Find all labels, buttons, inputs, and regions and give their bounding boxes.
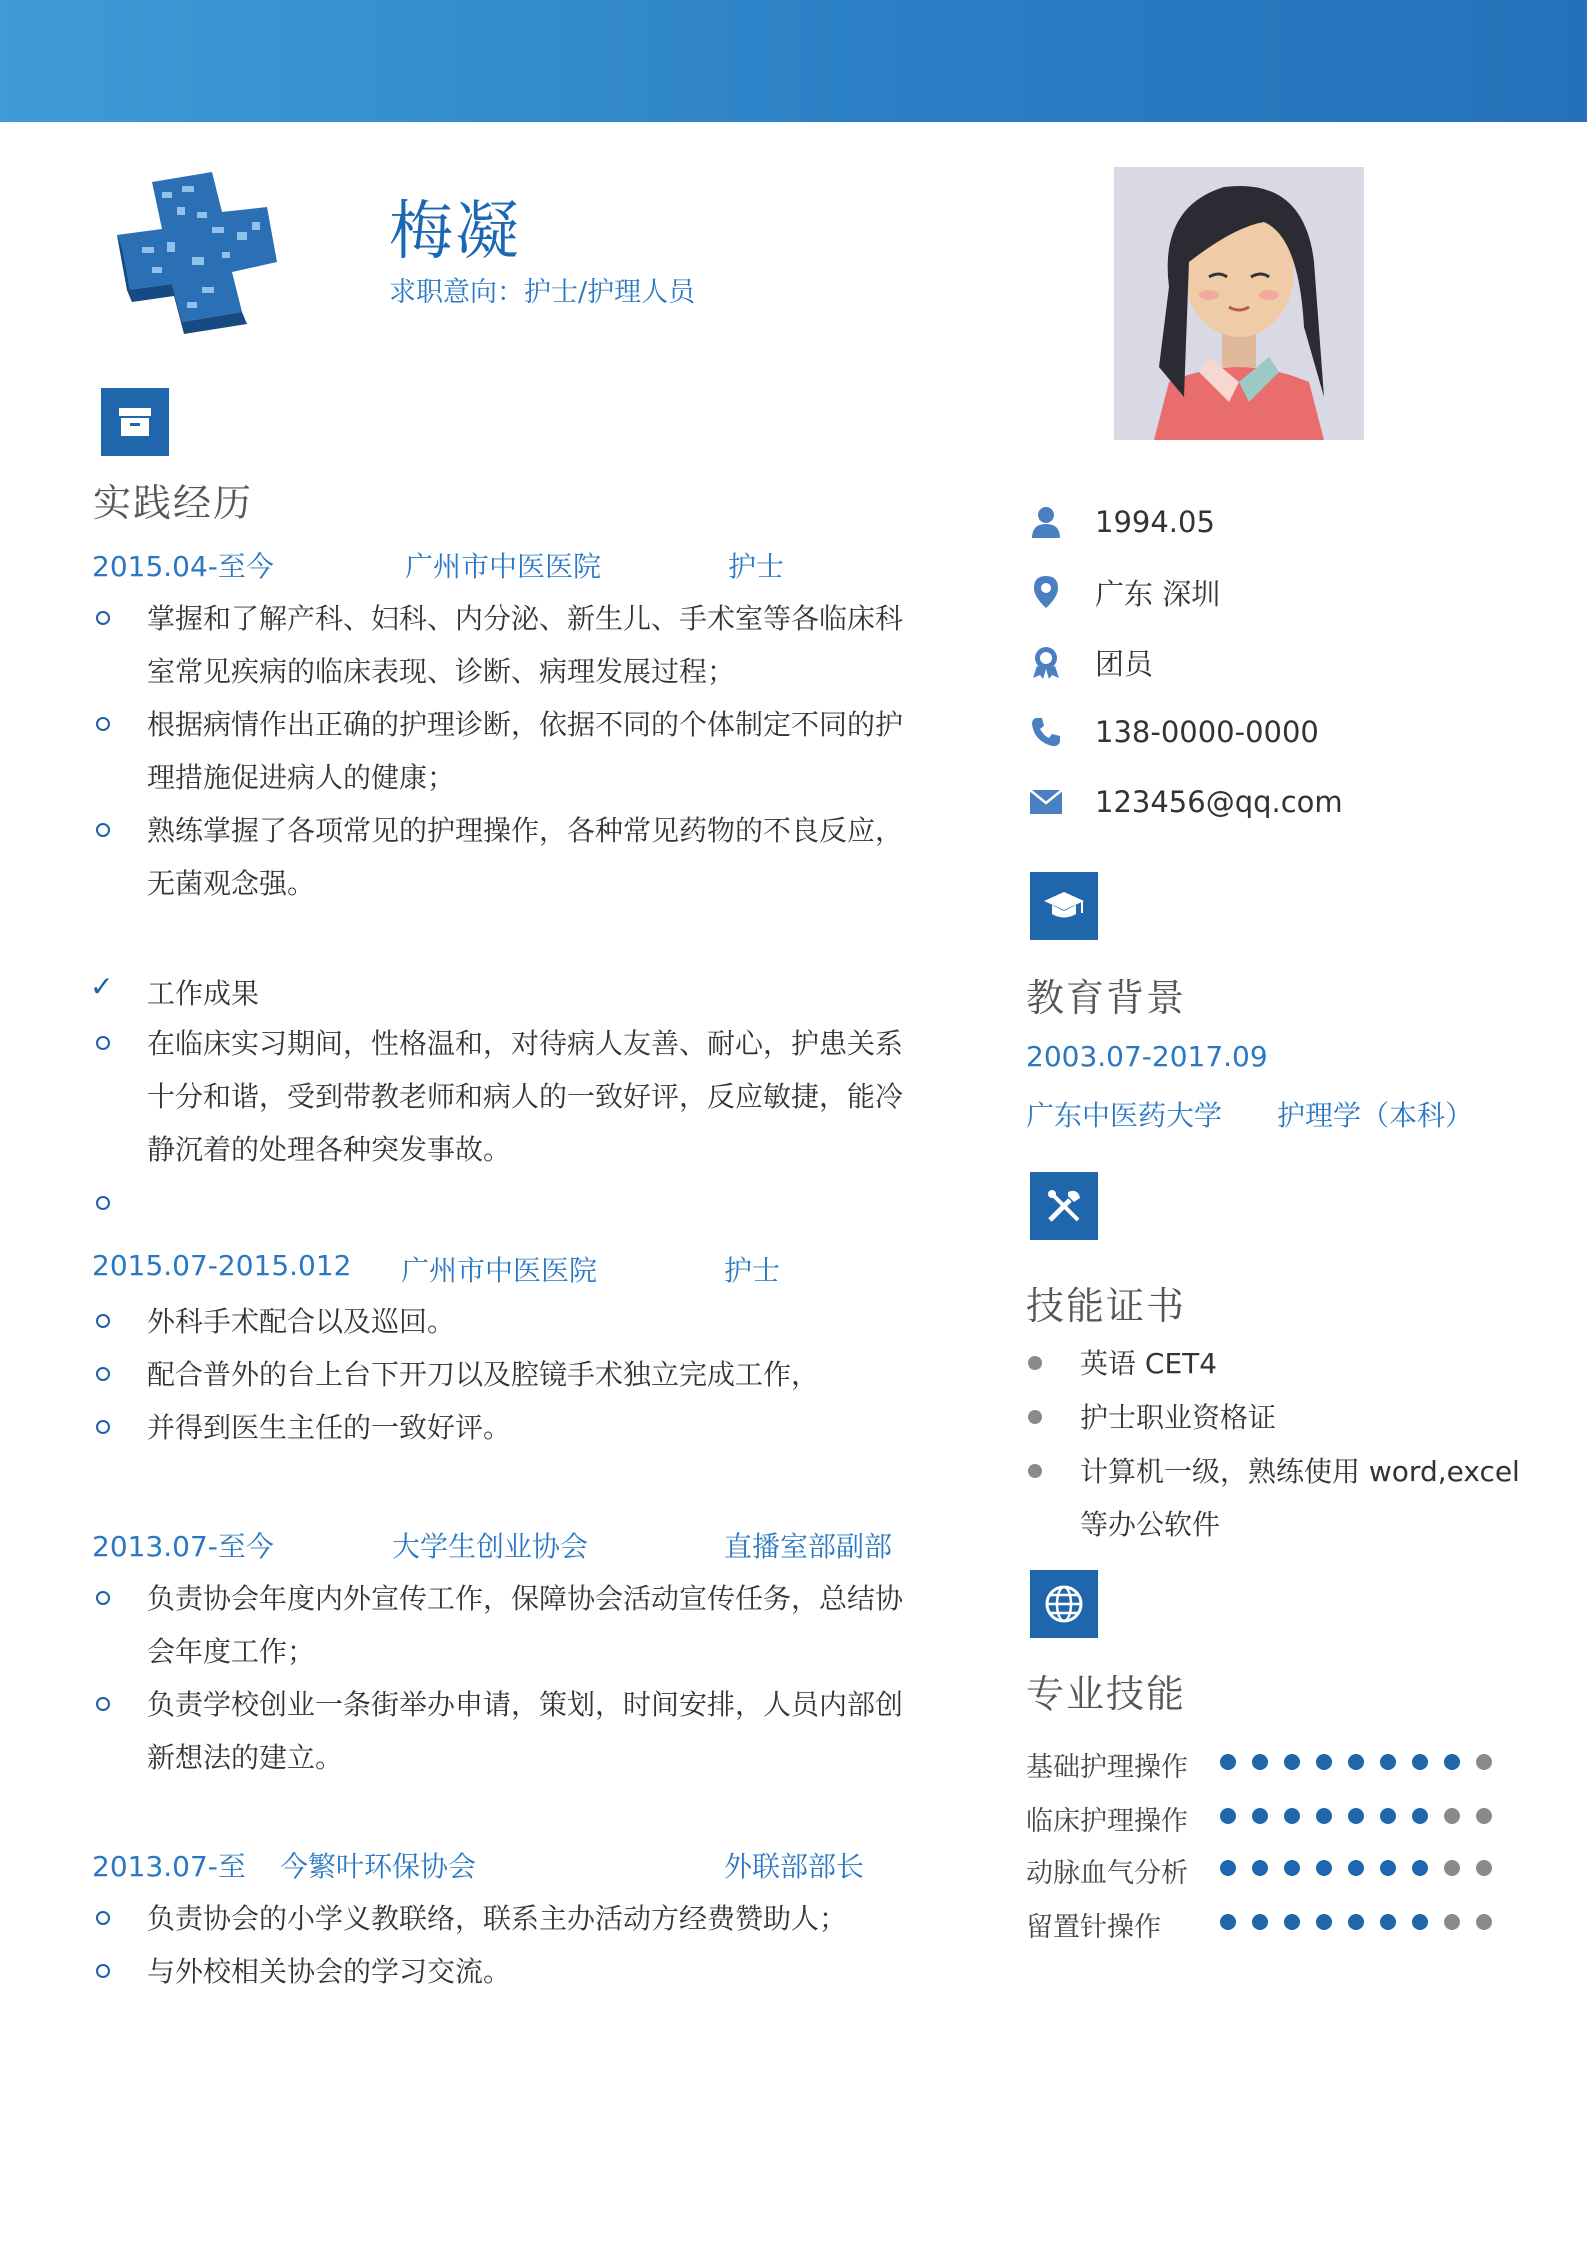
rating-dot-filled xyxy=(1284,1860,1300,1876)
entry-role: 外联部部长 xyxy=(724,1850,865,1883)
rating-dot-filled xyxy=(1412,1860,1428,1876)
entry-role: 直播室部副部 xyxy=(724,1530,893,1563)
rating-dot-filled xyxy=(1316,1914,1332,1930)
list-bullet xyxy=(96,1591,110,1605)
rating-dot-empty xyxy=(1476,1754,1492,1770)
rating-dot-empty xyxy=(1444,1808,1460,1824)
list-bullet xyxy=(96,1911,110,1925)
education-school: 广东中医药大学 xyxy=(1026,1099,1223,1132)
rating-dot-filled xyxy=(1284,1808,1300,1824)
rating-dot-filled xyxy=(1412,1754,1428,1770)
list-item: 并得到医生主任的一致好评。 xyxy=(147,1411,512,1444)
medical-cross-logo xyxy=(82,172,282,344)
rating-dot-filled xyxy=(1220,1754,1236,1770)
skill-name: 动脉血气分析 xyxy=(1026,1858,1188,1889)
rating-dot-filled xyxy=(1380,1808,1396,1824)
list-bullet xyxy=(96,1420,110,1434)
entry-date-suffix: 至今 xyxy=(217,1530,274,1563)
list-item: 根据病情作出正确的护理诊断，依据不同的个体制定不同的护理措施促进病人的健康； xyxy=(147,708,904,794)
rating-dot-filled xyxy=(1348,1914,1364,1930)
phone-number: 138-0000-0000 xyxy=(1095,715,1319,749)
rating-dot-filled xyxy=(1348,1808,1364,1824)
entry-role: 护士 xyxy=(728,550,785,583)
practice-section-title: 实践经历 xyxy=(93,481,254,525)
rating-dot-filled xyxy=(1412,1914,1428,1930)
rating-dot-filled xyxy=(1316,1860,1332,1876)
rating-dot-filled xyxy=(1380,1754,1396,1770)
list-item: 负责学校创业一条街举办申请，策划，时间安排，人员内部创新想法的建立。 xyxy=(147,1688,904,1774)
info-politics xyxy=(1028,642,1154,682)
entry-date: 2013.07- xyxy=(92,1850,218,1883)
list-bullet xyxy=(96,1367,110,1381)
list-item: 熟练掌握了各项常见的护理操作，各种常见药物的不良反应，无菌观念强。 xyxy=(147,814,904,900)
list-bullet xyxy=(96,611,110,625)
cert-item: 护士职业资格证 xyxy=(1080,1401,1277,1434)
rating-dot-filled xyxy=(1252,1754,1268,1770)
list-bullet xyxy=(96,823,110,837)
rating-dot-empty xyxy=(1476,1860,1492,1876)
rating-dot-filled xyxy=(1380,1914,1396,1930)
graduation-cap-icon xyxy=(1030,872,1098,940)
certs-section-title: 技能证书 xyxy=(1026,1284,1187,1328)
tools-icon xyxy=(1030,1172,1098,1240)
rating-dot-filled xyxy=(1316,1754,1332,1770)
info-location xyxy=(1028,572,1221,612)
entry-org: 广州市中医医院 xyxy=(405,550,602,583)
rating-dot-filled xyxy=(1284,1914,1300,1930)
person-icon xyxy=(1028,504,1064,540)
entry-date: 2013.07- xyxy=(92,1530,218,1563)
list-item: 负责协会的小学义教联络，联系主办活动方经费赞助人； xyxy=(147,1902,848,1935)
entry-date-suffix: 至 xyxy=(217,1850,246,1883)
rating-dot-filled xyxy=(1220,1914,1236,1930)
list-item: 配合普外的台上台下开刀以及腔镜手术独立完成工作， xyxy=(147,1358,820,1391)
rating-dot-empty xyxy=(1476,1808,1492,1824)
rating-dot-empty xyxy=(1444,1860,1460,1876)
list-bullet xyxy=(96,1697,110,1711)
cert-bullet xyxy=(1028,1464,1042,1478)
globe-icon xyxy=(1030,1570,1098,1638)
list-item: 负责协会年度内外宣传工作，保障协会活动宣传任务，总结协会年度工作； xyxy=(147,1582,904,1668)
rating-dot-filled xyxy=(1412,1808,1428,1824)
cert-item: 计算机一级，熟练使用 word,excel 等办公软件 xyxy=(1080,1455,1520,1541)
birth-date: 1994.05 xyxy=(1095,505,1215,539)
rating-dot-filled xyxy=(1284,1754,1300,1770)
skill-name: 临床护理操作 xyxy=(1026,1806,1188,1837)
rating-dot-filled xyxy=(1220,1860,1236,1876)
checkmark-icon: ✓ xyxy=(90,970,114,1003)
entry-org: 广州市中医医院 xyxy=(401,1254,598,1287)
rating-dot-filled xyxy=(1252,1860,1268,1876)
entry-date: 2015.04- xyxy=(92,550,218,583)
phone-icon xyxy=(1028,714,1064,750)
envelope-icon xyxy=(1028,784,1064,820)
skills-section-title: 专业技能 xyxy=(1026,1672,1187,1716)
rating-dot-empty xyxy=(1476,1914,1492,1930)
info-email xyxy=(1028,782,1343,822)
entry-date-suffix: 至今 xyxy=(217,550,274,583)
location-pin-icon xyxy=(1028,574,1064,610)
entry-org: 今繁叶环保协会 xyxy=(280,1850,477,1883)
rating-dot-filled xyxy=(1220,1808,1236,1824)
achievement-text: 在临床实习期间，性格温和，对待病人友善、耐心，护患关系十分和谐，受到带教老师和病人的一致好评，反应敏捷，能冷静沉着的处理各种突发事故。 xyxy=(147,1027,904,1166)
briefcase-icon xyxy=(101,388,169,456)
entry-role: 护士 xyxy=(724,1254,781,1287)
rating-dot-empty xyxy=(1444,1914,1460,1930)
education-period: 2003.07-2017.09 xyxy=(1026,1040,1268,1073)
list-item: 外科手术配合以及巡回。 xyxy=(147,1305,456,1338)
info-phone xyxy=(1028,712,1319,752)
list-item: 掌握和了解产科、妇科、内分泌、新生儿、手术室等各临床科室常见疾病的临床表现、诊断、病理发展过程； xyxy=(147,602,904,688)
profile-photo xyxy=(1114,167,1364,440)
list-bullet xyxy=(96,1964,110,1978)
rating-dot-filled xyxy=(1252,1914,1268,1930)
cert-bullet xyxy=(1028,1410,1042,1424)
location-text: 广东 深圳 xyxy=(1095,576,1221,611)
email-address: 123456@qq.com xyxy=(1095,785,1343,819)
education-major: 护理学（本科） xyxy=(1277,1099,1474,1132)
candidate-name: 梅凝 xyxy=(389,195,521,269)
info-birth xyxy=(1028,502,1215,542)
list-bullet xyxy=(96,1196,110,1210)
list-item: 与外校相关协会的学习交流。 xyxy=(147,1955,512,1988)
rating-dot-filled xyxy=(1380,1860,1396,1876)
achievement-label: 工作成果 xyxy=(147,977,260,1010)
skill-name: 留置针操作 xyxy=(1026,1912,1161,1943)
job-objective: 求职意向：护士/护理人员 xyxy=(389,277,696,308)
entry-org: 大学生创业协会 xyxy=(392,1530,589,1563)
rating-dot-filled xyxy=(1316,1808,1332,1824)
rating-dot-filled xyxy=(1252,1808,1268,1824)
rating-dot-filled xyxy=(1348,1860,1364,1876)
top-banner xyxy=(0,0,1587,122)
politics-text: 团员 xyxy=(1095,646,1154,681)
rating-dot-filled xyxy=(1348,1754,1364,1770)
education-section-title: 教育背景 xyxy=(1026,976,1187,1020)
skill-name: 基础护理操作 xyxy=(1026,1752,1188,1783)
cert-item: 英语 CET4 xyxy=(1080,1347,1218,1380)
cert-bullet xyxy=(1028,1356,1042,1370)
list-bullet xyxy=(96,1036,110,1050)
entry-date: 2015.07-2015.012 xyxy=(92,1249,352,1282)
list-bullet xyxy=(96,717,110,731)
badge-icon xyxy=(1028,644,1064,680)
rating-dot-filled xyxy=(1444,1754,1460,1770)
list-bullet xyxy=(96,1314,110,1328)
